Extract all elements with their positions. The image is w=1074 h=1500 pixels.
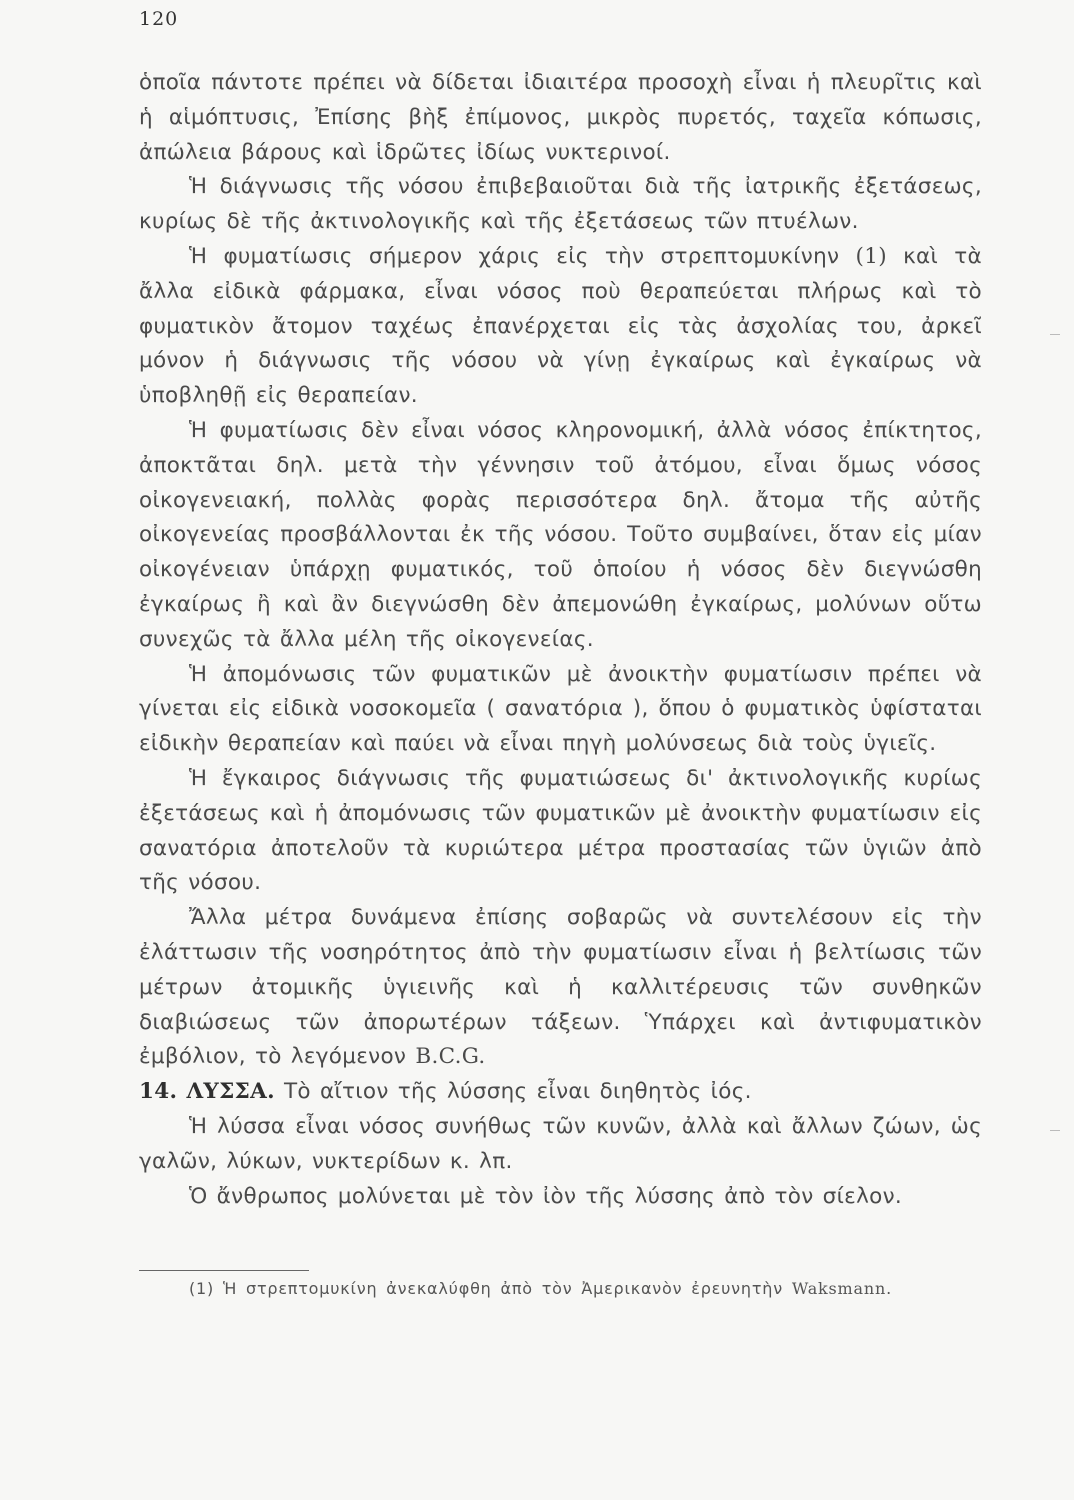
paragraph: Ὁ ἄνθρωπος μολύνεται μὲ τὸν ἰὸν τῆς λύσσης ἀπὸ τὸν σίελον. — [189, 1183, 903, 1209]
paragraph-text: καὶ τὰ ἄλλα εἰδικὰ φάρμακα, εἶναι νόσος ποὺ θεραπεύεται πλήρως καὶ τὸ φυματικὸν ἄτομον ταχέως ἐπανέρχεται εἰς τὰς ἀσχολίας του, ἀρκεῖ μόνον ἡ διάγνωσις τῆς νόσου νὰ γίνῃ ἐγκαίρως καὶ ἐγκαίρως νὰ ὑποβληθῇ εἰς θεραπείαν. — [139, 243, 982, 409]
margin-mark — [1050, 334, 1060, 335]
footnote-name: Waksmann. — [791, 1279, 892, 1298]
paragraph: Ἡ φυματίωσις δὲν εἶναι νόσος κληρονομική, ἀλλὰ νόσος ἐπίκτητος, ἀποκτᾶται δηλ. μετὰ τὴν γέννησιν τοῦ ἀτόμου, εἶναι ὅμως νόσος οἰκογενειακή, πολλὰς φορὰς περισσότερα δηλ. ἄτομα τῆς αὐτῆς οἰκογενείας προσβάλλονται ἐκ τῆς νόσου. Τοῦτο συμβαίνει, ὅταν εἰς μίαν οἰκογένειαν ὑπάρχῃ φυματικός, τοῦ ὁποίου ἡ νόσος δὲν διεγνώσθη ἐγκαίρως ἢ καὶ ἂν διεγνώσθη δὲν ἀπεμονώθη ἐγκαίρως, μολύνων οὕτω συνεχῶς τὰ ἄλλα μέλη τῆς οἰκογενείας. — [139, 417, 982, 652]
footnote-body: (1) Ἡ στρεπτομυκίνη ἀνεκαλύφθη ἀπὸ τὸν Ἀμερικανὸν ἐρευνητὴν — [189, 1279, 792, 1298]
paragraph-text: Ἄλλα μέτρα δυνάμενα ἐπίσης σοβαρῶς νὰ συντελέσουν εἰς τὴν ἐλάττωσιν τῆς νοσηρότητος ἀπὸ τὴν φυματίωσιν εἶναι ἡ βελτίωσις τῶν μέτρων ἀτομικῆς ὑγιεινῆς καὶ ἡ καλλιτέρευσις τῶν συνθηκῶν διαβιώσεως τῶν ἀπορωτέρων τάξεων. Ὑπάρχει καὶ ἀντιφυματικὸν ἐμβόλιον, τὸ λεγόμενον — [139, 905, 982, 1070]
margin-mark — [1050, 1130, 1060, 1131]
footnote-divider — [139, 1270, 309, 1271]
section-heading — [139, 1075, 982, 1110]
section-title: ΛΥΣΣΑ. — [186, 1079, 275, 1105]
footnote-reference: (1) — [855, 243, 887, 269]
paragraph: Ἡ ἀπομόνωσις τῶν φυματικῶν μὲ ἀνοικτὴν φυματίωσιν πρέπει νὰ γίνεται εἰς εἰδικὰ νοσοκομεῖα ( σανατόρια ), ὅπου ὁ φυματικὸς ὑφίσταται εἰδικὴν θεραπείαν καὶ παύει νὰ εἶναι πηγὴ μολύνσεως διὰ τοὺς ὑγιεῖς. — [139, 661, 982, 757]
paragraph: Ἡ λύσσα εἶναι νόσος συνήθως τῶν κυνῶν, ἀλλὰ καὶ ἄλλων ζώων, ὡς γαλῶν, λύκων, νυκτερίδων κ. λπ. — [139, 1113, 982, 1174]
vaccine-name: B.C.G. — [415, 1044, 486, 1070]
paragraph: Ἡ ἔγκαιρος διάγνωσις τῆς φυματιώσεως δι' ἀκτινολογικῆς κυρίως ἐξετάσεως καὶ ἡ ἀπομόνωσις τῶν φυματικῶν μὲ ἀνοικτὴν φυματίωσιν εἰς σανατόρια ἀποτελοῦν τὰ κυριώτερα μέτρα προστασίας τῶν ὑγιῶν ἀπὸ τῆς νόσου. — [139, 765, 982, 896]
paragraph — [139, 240, 982, 414]
main-text — [139, 66, 982, 1214]
section-number: 14. — [139, 1079, 178, 1105]
page-number: 120 — [139, 8, 179, 30]
paragraph: ὁποῖα πάντοτε πρέπει νὰ δίδεται ἰδιαιτέρα προσοχὴ εἶναι ἡ πλευρῖτις καὶ ἡ αἱμόπτυσις, Ἐπίσης βὴξ ἐπίμονος, μικρὸς πυρετός, ταχεῖα κόπωσις, ἀπώλεια βάρους καὶ ἱδρῶτες ἰδίως νυκτερινοί. — [139, 70, 982, 165]
paragraph: Ἡ διάγνωσις τῆς νόσου ἐπιβεβαιοῦται διὰ τῆς ἰατρικῆς ἐξετάσεως, κυρίως δὲ τῆς ἀκτινολογικῆς καὶ τῆς ἐξετάσεως τῶν πτυέλων. — [139, 174, 982, 235]
footnote-text — [139, 1276, 982, 1301]
paragraph — [139, 901, 982, 1075]
section-intro: Τὸ αἴτιον τῆς λύσσης εἶναι διηθητὸς ἰός. — [274, 1079, 752, 1105]
footnote — [139, 1276, 982, 1301]
paragraph-text: Ἡ φυματίωσις σήμερον χάρις εἰς τὴν στρεπτομυκίνην — [189, 243, 856, 269]
